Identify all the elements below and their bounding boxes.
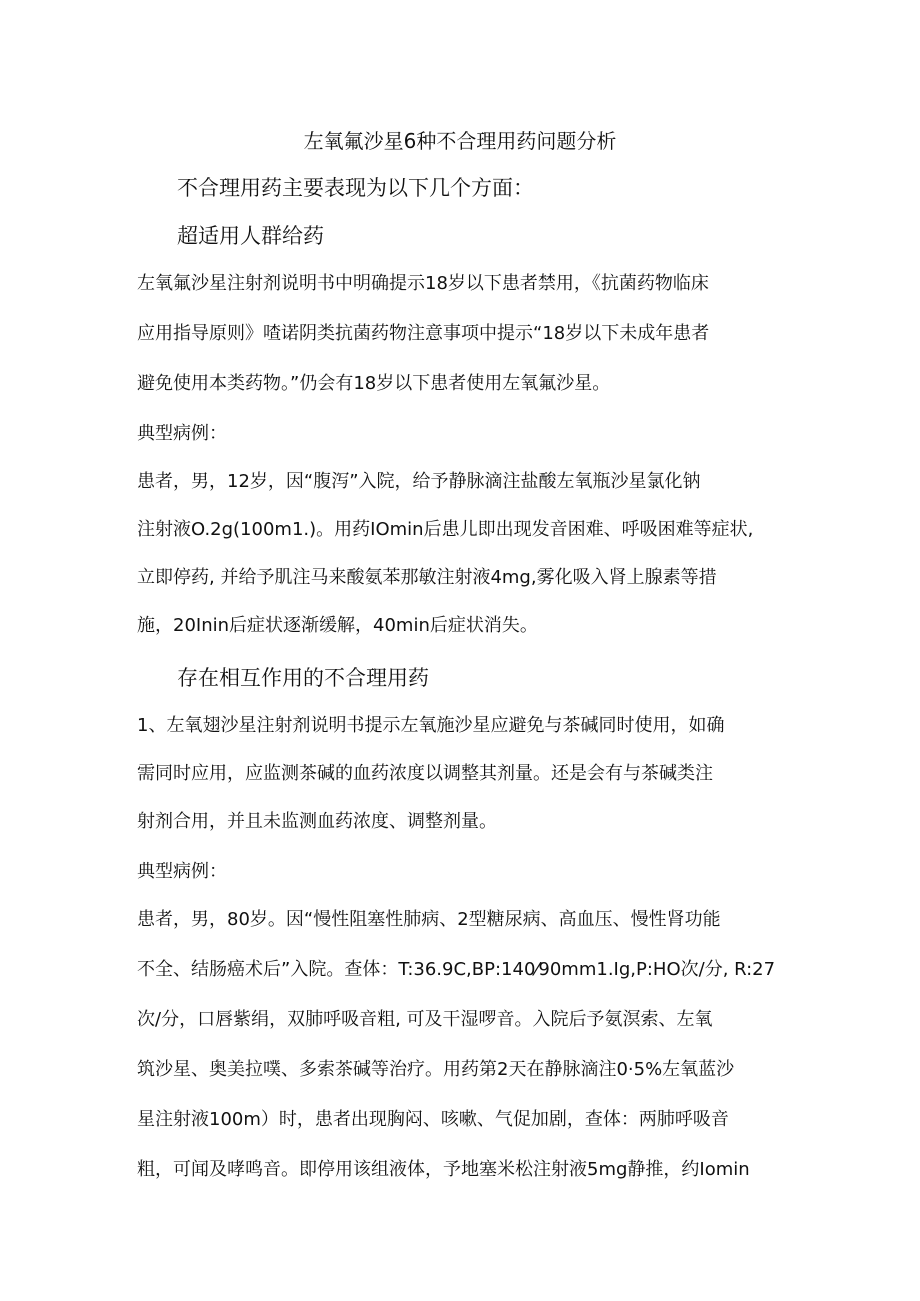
section2-case-line: 星注射液100m）时，患者出现胸闷、咳嗽、气促加剧，查体：两肺呼吸音: [137, 1109, 729, 1130]
section2-para-line: 需同时应用，应监测茶碱的血药浓度以调整其剂量。还是会有与茶碱类注: [137, 763, 713, 784]
section2-para-line: 射剂合用，并且未监测血药浓度、调整剂量。: [137, 811, 497, 832]
section1-heading: 超适用人群给药: [177, 224, 324, 248]
section1-case-line: 立即停药, 并给予肌注马来酸氨苯那敏注射液4mg,雾化吸入肾上腺素等措: [137, 567, 717, 588]
section2-case-label: 典型病例：: [137, 861, 227, 882]
intro-heading: 不合理用药主要表现为以下几个方面：: [177, 176, 534, 200]
section1-para-line: 左氧氟沙星注射剂说明书中明确提示18岁以下患者禁用，《抗菌药物临床: [137, 273, 709, 294]
section2-para-line: 1、左氧翅沙星注射剂说明书提示左氧施沙星应避免与茶碱同时使用，如确: [137, 715, 725, 736]
section2-case-line: 筑沙星、奥美拉噗、多索茶碱等治疗。用药第2天在静脉滴注0·5%左氧蓝沙: [137, 1059, 735, 1080]
section2-case-line: 粗，可闻及哮鸣音。即停用该组液体，予地塞米松注射液5mg静推，约Iomin: [137, 1159, 750, 1180]
section1-case-line: 患者，男，12岁，因“腹泻”入院，给予静脉滴注盐酸左氧瓶沙星氯化钠: [137, 471, 701, 492]
section2-case-line: 患者，男，80岁。因“慢性阻塞性肺病、2型糖尿病、高血压、慢性肾功能: [137, 909, 721, 930]
section2-case-line: 次/分，口唇紫绢，双肺呼吸音粗, 可及干湿啰音。入院后予氨溟索、左氧: [137, 1009, 713, 1030]
section2-heading: 存在相互作用的不合理用药: [177, 666, 429, 690]
section1-case-line: 注射液O.2g(100m1.)。用药IOmin后患儿即出现发音困难、呼吸困难等症状,: [137, 519, 754, 540]
section1-case-line: 施，20Inin后症状逐渐缓解，40min后症状消失。: [137, 615, 538, 636]
section1-para-line: 避免使用本类药物。”仍会有18岁以下患者使用左氧氟沙星。: [137, 373, 611, 394]
section1-para-line: 应用指导原则》喳诺阴类抗菌药物注意事项中提示“18岁以下未成年患者: [137, 323, 710, 344]
section2-case-line: 不全、结肠癌术后”入院。查体：T:36.9C,BP:140⁄90mm1.Ig,P:HO次/分, R:27: [137, 959, 776, 980]
document-title: 左氧氟沙星6种不合理用药问题分析: [303, 129, 617, 153]
section1-case-label: 典型病例：: [137, 423, 227, 444]
